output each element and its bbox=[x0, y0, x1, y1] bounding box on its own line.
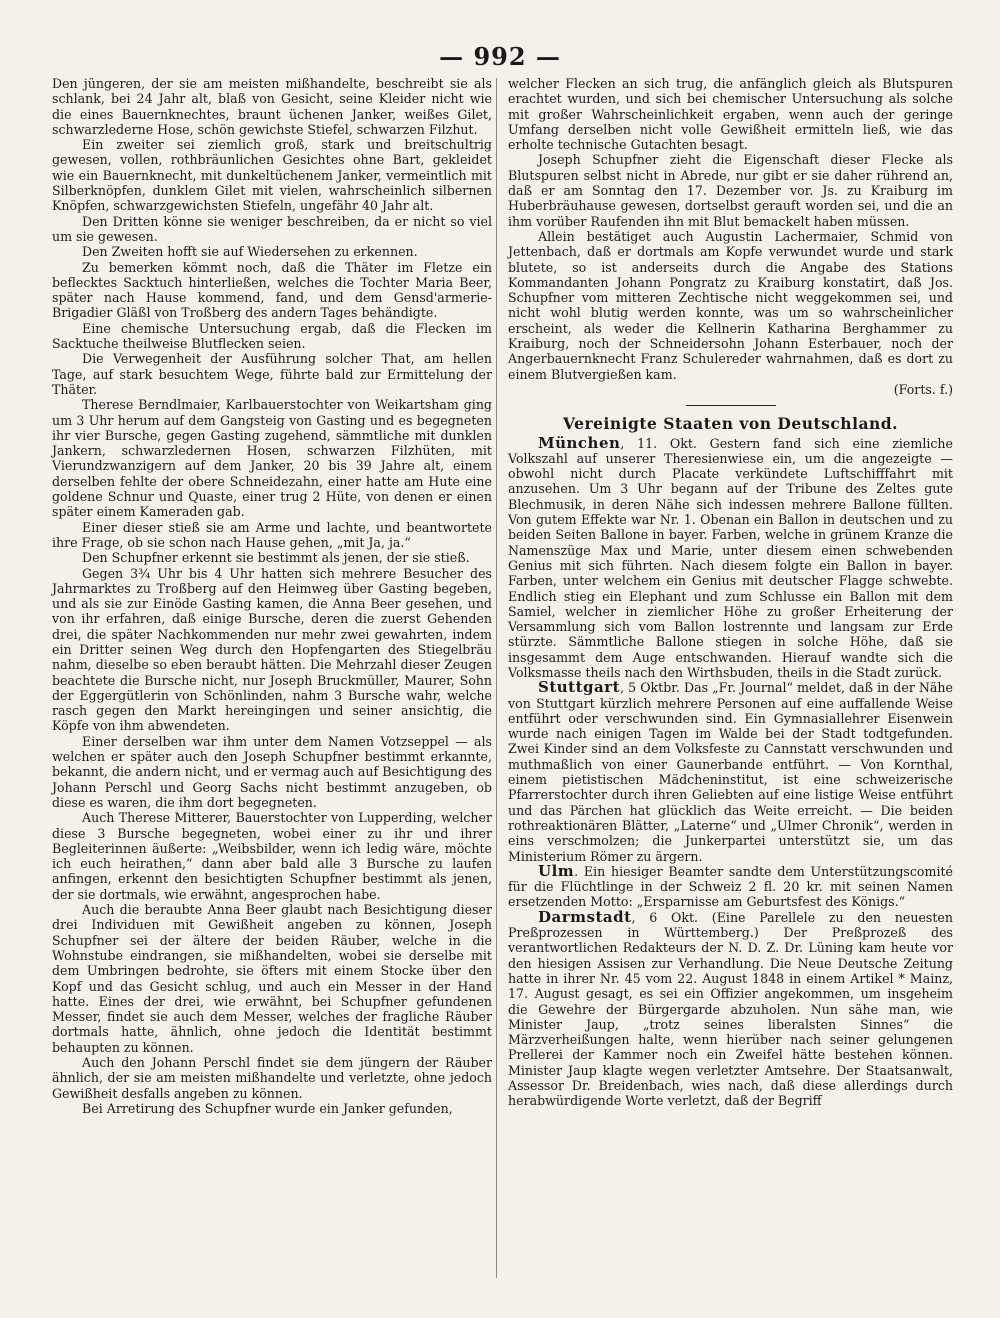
article-dateline: Ulm bbox=[538, 861, 575, 880]
article-dateline: Stuttgart bbox=[538, 678, 621, 697]
right-column bbox=[508, 76, 953, 1109]
left-paragraph: Zu bemerken kömmt noch, daß die Thäter im Fletze ein beflecktes Sacktuch hinterließen, welches die Tochter Maria Beer, später nach Hause kommend, fand, und dem Gensd'armerie-Brigadier Gläßl von Troßberg des andern Tages behändigte. bbox=[52, 259, 492, 321]
news-article bbox=[508, 433, 953, 681]
article-dateline: München bbox=[538, 433, 621, 452]
section-rule bbox=[686, 405, 776, 406]
right-paragraph: Allein bestätiget auch Augustin Lachermaier, Schmid von Jettenbach, daß er dortmals am Kopfe verwundet wurde und stark blutete, so ist anderseits durch die Angabe des Stations Kommandanten Johann Pongratz zu Kraiburg konstatirt, daß Jos. Schupfner vom mitteren Zechtische nicht weggekommen sei, und nicht wohl blutig werden konnte, was um so wahrscheinlicher erscheint, als weder die Kellnerin Katharina Berghammer zu Kraiburg, noch der Schneidersohn Johann Esterbauer, noch der Angerbauernknecht Franz Schulereder wahrnahmen, daß es dort zu einem Blutvergießen kam. bbox=[508, 228, 953, 382]
left-paragraph: Den jüngeren, der sie am meisten mißhandelte, beschreibt sie als schlank, bei 24 Jahr alt, blaß von Gesicht, seine Kleider nicht wie die eines Bauernknechtes, braunt üchenen Janker, weißes Gilet, schwarzlederne Hose, schön gewichste Stiefel, schwarzen Filzhut. bbox=[52, 76, 492, 137]
left-paragraph: Bei Arretirung des Schupfner wurde ein Janker gefunden, bbox=[82, 1100, 453, 1116]
article-text: , 11. Okt. Gestern fand sich eine ziemliche Volkszahl auf unserer Theresienwiese ein, um die angezeigte — obwohl nicht durch Placate verkündete Luftschifffahrt mit anzusehen. Um 3 Uhr begann auf der Tribune des Zeltes gute Blechmusik, in deren Nähe sich indessen mehrere Ballone füllten. Von gutem Effekte war Nr. 1. Obenan ein Ballon in deutschen und zu beiden Seiten Ballone in bayer. Farben, welche in grünem Kranze die Namenszüge Max und Marie, unter diesem einen schwebenden Genius mit sich führten. Nach diesem folgte ein Ballon in bayer. Farben, unter welchem ein Genius mit deutscher Flagge schwebte. Endlich stieg ein Elephant und zum Schlusse ein Ballon mit dem Samiel, welcher in ziemlicher Höhe zu großer Erheiterung der Versammlung sich vom Ballon lostrennte und langsam zur Erde stürzte. Sämmtliche Ballone stiegen in solche Höhe, daß sie insgesammt dem Auge entschwanden. Hierauf wandte sich die Volksmasse theils nach den Wirthsbuden, theils in die Stadt zurück. bbox=[508, 435, 953, 680]
section-heading: Vereinigte Staaten von Deutschland. bbox=[562, 414, 899, 434]
left-paragraph: Die Verwegenheit der Ausführung solcher That, am hellen Tage, auf stark besuchtem Wege, führte bald zur Ermittelung der Thäter. bbox=[52, 351, 492, 397]
article-text: . Ein hiesiger Beamter sandte dem Unterstützungscomité für die Flüchtlinge in der Schweiz 2 fl. 20 kr. mit seinen Namen ersetzenden Motto: „Ersparnisse am Geburtsfest des Königs.“ bbox=[508, 863, 953, 910]
left-paragraph: Auch Therese Mitterer, Bauerstochter von Lupperding, welcher diese 3 Bursche begegneten, wobei einer zu ihr und ihrer Begleiterinnen äußerte: „Weibsbilder, wenn ich ledig wäre, möchte ich euch heirathen,“ dann aber bald alle 3 Bursche zu laufen anfingen, erkennt den besichtigten Schupfner bestimmt als jenen, der sie dortmals, wie erwähnt, angesprochen habe. bbox=[52, 810, 492, 902]
left-paragraph: Ein zweiter sei ziemlich groß, stark und breitschultrig gewesen, vollen, rothbräunlichen Gesichtes ohne Bart, gekleidet wie ein Bauernknecht, mit dunkeltüchenem Janker, vermeintlich mit Silberknöpfen, dunklem Gilet mit vielen, wahrscheinlich silbernen Knöpfen, schwarzgewichsten Stiefeln, ungefähr 40 Jahr alt. bbox=[52, 137, 492, 214]
left-paragraph: Gegen 3¾ Uhr bis 4 Uhr hatten sich mehrere Besucher des Jahrmarktes zu Troßberg auf den Heimweg über Gasting begeben, und als sie zur Einöde Gasting kamen, die Anna Beer gesehen, und von ihr erfahren, daß einige Bursche, deren die zuerst Gehenden drei, die später Nachkommenden nur mehr zwei gewahrten, indem ein Dritter seinen Weg durch den Hopfengarten des Stiegelbräu nahm, dieselbe so eben beraubt hätten. Die Mehrzahl dieser Zeugen beachtete die Bursche nicht, nur Joseph Bruckmüller, Maurer, Sohn der Eggergütlerin von Schönlinden, nahm 3 Bursche wahr, welche rasch gegen den Markt hereingingen und seiner ansichtig, die Köpfe von ihm abwendeten. bbox=[52, 565, 492, 734]
article-text: , 6 Okt. (Eine Parellele zu den neuesten Preßprozessen in Württemberg.) Der Preßprozeß des verantwortlichen Redakteurs der N. D. Z. Dr. Lüning kam heute vor den hiesigen Assisen zur Verhandlung. Die Neue Deutsche Zeitung hatte in ihrer Nr. 45 vom 22. August 1848 in einem Artikel * Mainz, 17. August gesagt, es sei ein Offizier angekommen, um insgeheim die Gewehre der Bürgergarde abzuholen. Nun sähe man, wie Minister Jaup, „trotz seines liberalsten Sinnes“ die Märzverheißungen halte, wenn hierüber nach seiner gelungenen Prellerei der Kammer noch ein Zweifel hätte bestehen können. Minister Jaup klagte wegen verletzter Amtsehre. Der Staatsanwalt, Assessor Dr. Breidenbach, wies nach, daß diese allerdings durch herabwürdigende Worte verletzt, daß der Begriff bbox=[508, 909, 953, 1109]
right-paragraph: Joseph Schupfner zieht die Eigenschaft dieser Flecke als Blutspuren selbst nicht in Abrede, nur gibt er sie daher rührend an, daß er am Sonntag den 17. Dezember vor. Js. zu Kraiburg im Huberbräuhause gewesen, dortselbst gerauft worden sei, und die an ihm vorüber Raufenden ihn mit Blut bemackelt haben müssen. bbox=[508, 152, 953, 229]
left-paragraph: Therese Berndlmaier, Karlbauerstochter von Weikartsham ging um 3 Uhr herum auf dem Gangsteig von Gasting und es begegneten ihr vier Bursche, gegen Gasting zugehend, sämmtliche mit dunklen Jankern, schwarzledernen Hosen, schwarzen Filzhüten, mit Vierundzwanzigern auf dem Janker, 20 bis 39 Jahre alt, einem derselben fehlte der obere Schneidezahn, einer hatte am Hute eine goldene Schnur und Quaste, einer trug 2 Hüte, von denen er einen später einem Kameraden gab. bbox=[52, 397, 492, 520]
continued-note: (Forts. f.) bbox=[893, 381, 953, 397]
news-article bbox=[508, 907, 953, 1109]
left-paragraph: Den Schupfner erkennt sie bestimmt als jenen, der sie stieß. bbox=[82, 550, 470, 566]
left-paragraph: Den Dritten könne sie weniger beschreiben, da er nicht so viel um sie gewesen. bbox=[52, 213, 492, 244]
news-article bbox=[508, 861, 953, 910]
column-divider bbox=[496, 78, 497, 1278]
left-paragraph: Auch den Johann Perschl findet sie dem jüngern der Räuber ähnlich, der sie am meisten mißhandelte und verletzte, ohne jedoch Gewißheit desfalls angeben zu können. bbox=[52, 1055, 492, 1101]
page-number: — 992 — bbox=[439, 42, 561, 71]
right-paragraph: welcher Flecken an sich trug, die anfänglich gleich als Blutspuren erachtet wurden, und sich bei chemischer Untersuchung als solche mit großer Wahrscheinlichkeit ergaben, wenn auch der geringe Umfang derselben nicht volle Gewißheit ermitteln ließ, wie das erholte technische Gutachten besagt. bbox=[508, 76, 953, 153]
news-article bbox=[508, 680, 953, 864]
left-paragraph: Einer derselben war ihm unter dem Namen Votzseppel — als welchen er später auch den Joseph Schupfner bestimmt erkannte, bekannt, die andern nicht, und er vermag auch auf Besichtigung des Johann Perschl und Georg Sachs nicht bestimmt anzugeben, ob diese es waren, die ihm dort begegneten. bbox=[52, 733, 492, 810]
left-paragraph: Den Zweiten hofft sie auf Wiedersehen zu erkennen. bbox=[82, 244, 418, 260]
left-paragraph: Auch die beraubte Anna Beer glaubt nach Besichtigung dieser drei Individuen mit Gewißheit angeben zu können, Joseph Schupfner sei der ältere der beiden Räuber, welche in die Wohnstube eindrangen, sie mißhandelten, wobei sie derselbe mit dem Umbringen bedrohte, sie öfters mit einem Stocke über den Kopf und das Gesicht schlug, und auch ein Messer in der Hand hatte. Eines der drei, wie erwähnt, bei Schupfner gefundenen Messer, findet sie auch dem Messer, welches der fragliche Räuber dortmals hatte, ähnlich, ohne jedoch die Identität bestimmt behaupten zu können. bbox=[52, 902, 492, 1055]
left-column bbox=[52, 76, 492, 1116]
article-text: , 5 Oktbr. Das „Fr. Journal“ meldet, daß in der Nähe von Stuttgart kürzlich mehrere Personen auf eine auffallende Weise entführt oder verschwunden sind. Ein Gymnasiallehrer Eisenwein wurde nach einigen Tagen im Walde bei der Stadt todtgefunden. Zwei Kinder sind an dem Volksfeste zu Cannstatt verschwunden und muthmaßlich von einer Gaunerbande entführt. — Von Kornthal, einem pietistischen Mädcheninstitut, ist eine schweizerische Pfarrerstochter durch ihren Geliebten auf eine listige Weise entführt und das Pärchen hat glücklich das Weite erreicht. — Die beiden rothreaktionären Blätter, „Laterne“ und „Ulmer Chronik“, werden in eins verschmolzen; die Junkerpartei unterstützt sie, um das Ministerium Römer zu ärgern. bbox=[508, 680, 953, 864]
article-dateline: Darmstadt bbox=[538, 907, 632, 926]
left-paragraph: Eine chemische Untersuchung ergab, daß die Flecken im Sacktuche theilweise Blutflecken seien. bbox=[52, 320, 492, 352]
left-paragraph: Einer dieser stieß sie am Arme und lachte, und beantwortete ihre Frage, ob sie schon nach Hause gehen, „mit Ja, ja.“ bbox=[52, 519, 492, 550]
